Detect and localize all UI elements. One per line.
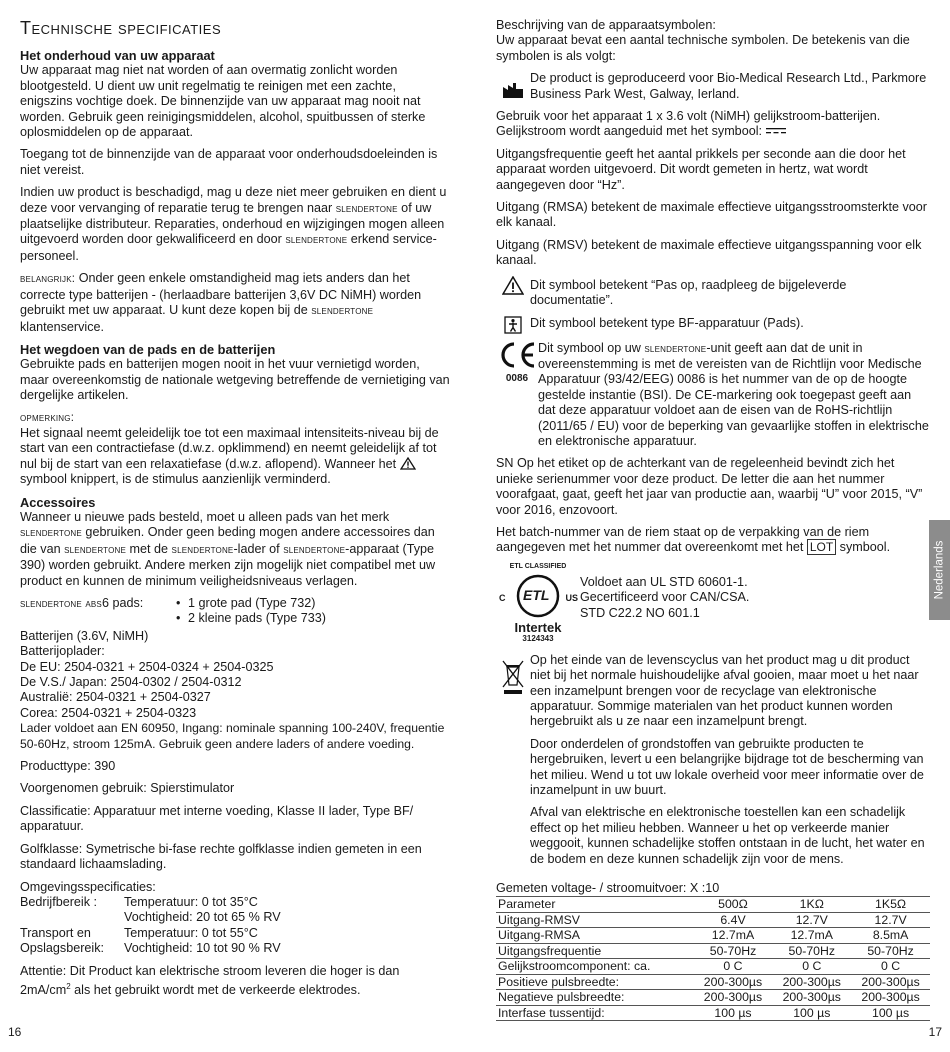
- charger-eu: De EU: 2504-0321 + 2504-0324 + 2504-0325: [20, 659, 274, 674]
- section-heading-disposal: Het wegdoen van de pads en de batterijen: [20, 341, 276, 357]
- charger-spec: Lader voldoet aan EN 60950, Ingang: nominale spanning 100-240V, frequentie 50-60Hz, stroom 125mA. Gebruik geen andere laders of andere voeding.: [20, 721, 445, 751]
- table-row: [496, 974, 930, 990]
- table-cell: Uitgangsfrequentie: [496, 943, 694, 959]
- paragraph: Toegang tot de binnenzijde van de apparaat voor onderhoudsdoeleinden is niet vereist.: [20, 147, 438, 177]
- table-cell: 12.7mA: [772, 928, 851, 944]
- table-cell: Positieve pulsbreedte:: [496, 974, 694, 990]
- serial-number-paragraph: SN Op het etiket op de achterkant van de regeleenheid bevindt zich het unieke serienummer voor deze product. De letter die aan het nummer voorafgaat, gaat, geeft het jaar van productie aan, waarbij “U” voor 2015, “V” voor 2016, enzovoort.: [496, 456, 923, 517]
- table-cell: 1KΩ: [772, 897, 851, 913]
- paragraph: Afval van elektrische en elektronische toestellen kan een schadelijk effect op het milieu hebben. Wanneer u het op verkeerde manier weggooit, kunnen schadelijke stoffen ontstaan in de lucht, het water en de bodem en deze kunnen schadelijk zijn voor de mens.: [530, 805, 925, 866]
- table-cell: 0 C: [694, 959, 773, 975]
- waveform: Golfklasse: Symetrische bi-fase rechte golfklasse indien gemeten in een standaard lichaamslading.: [20, 841, 422, 872]
- table-cell: 200-300µs: [772, 974, 851, 990]
- environment-heading: Omgevingsspecificaties:: [20, 879, 156, 894]
- table-cell: Gelijkstroomcomponent: ca.: [496, 959, 694, 975]
- table-cell: 0 C: [772, 959, 851, 975]
- pads-list: slendertone abs6 pads: • 1 grote pad (Type 732) • 2 kleine pads (Type 733): [20, 596, 450, 627]
- list-item: • 1 grote pad (Type 732): [176, 596, 326, 611]
- classification: Classificatie: Apparatuur met interne voeding, Klasse II lader, Type BF/ apparatuur.: [20, 803, 414, 834]
- table-cell: 50-70Hz: [772, 943, 851, 959]
- weee-bin-icon: [496, 653, 530, 695]
- table-cell: 50-70Hz: [694, 943, 773, 959]
- paragraph-note: Het signaal neemt geleidelijk toe tot een maximaal intensiteits-niveau bij de start van een contractiefase (d.w.z. opklimmend) en neemt geleidelijk af tot nul bij de start van een relaxatiefase (d.w.z. aflopend). Wanneer het symbool knippert, is de stimulus aanzienlijk verminderd.: [20, 425, 439, 487]
- table-cell: 200-300µs: [694, 990, 773, 1006]
- dc-symbol-icon: [766, 124, 786, 138]
- paragraph: Indien uw product is beschadigd, mag u deze niet meer gebruiken en dient u deze voor vervanging of reparatie terug te brengen naar slendertone of uw plaatselijke distributeur. Reparaties, onderhoud en wijzigingen mogen alleen uitgevoerd worden door gekwalificeerd en door slendertone erkend service-personeel.: [20, 185, 447, 263]
- table-cell: Uitgang-RMSV: [496, 912, 694, 928]
- table-cell: Parameter: [496, 897, 694, 913]
- charger-label: Batterijoplader:: [20, 644, 105, 659]
- operating-range: Bedrijfbereik : Temperatuur: 0 tot 35°C Vochtigheid: 20 tot 65 % RV: [20, 894, 281, 925]
- lot-paragraph: Het batch-nummer van de riem staat op de verpakking van de riem aangegeven met het nummer dat overeenkomt met het LOT symbool.: [496, 524, 891, 555]
- table-cell: 6.4V: [694, 912, 773, 928]
- table-header-row: [496, 897, 930, 913]
- page-title: Technische specificaties: [20, 18, 222, 38]
- lot-symbol: LOT: [807, 539, 836, 555]
- paragraph: Op het einde van de levenscyclus van het product mag u dit product niet bij het normale huishoudelijke afval gooien, maar moet u het naar een inzamelpunt brengen voor de recyclage van elektronische apparatuur. Sommige materialen van het product kunnen worden hergebruikt als u ze naar een inzamelpunt brengt.: [530, 652, 919, 729]
- table-cell: 0 C: [851, 959, 930, 975]
- table-cell: 1K5Ω: [851, 897, 930, 913]
- note-label: opmerking:: [20, 411, 75, 424]
- table-row: [496, 928, 930, 944]
- etl-intertek-logo: ETL CLASSIFIED ETL C US Intertek 3124343: [499, 562, 578, 643]
- paragraph: Door onderdelen of grondstoffen van gebruikte producten te hergebruiken, levert u een belangrijke bijdrage tot de bescherming van het milieu. Wend u tot uw lokale overheid voor meer informatie over de inzamelpunt in uw buurt.: [530, 736, 924, 798]
- table-cell: 12.7V: [772, 912, 851, 928]
- paragraph-important: belangrijk: Onder geen enkele omstandigheid mag iets anders dan het correcte type batterijen - (herlaadbare batterijen 3,6V DC NiMH) worden gebruikt met uw apparaat. U kunt deze kopen bij de slendertone klantenservice.: [20, 271, 422, 334]
- manufacturer-row: [496, 71, 930, 102]
- battery-paragraph: Gebruik voor het apparaat 1 x 3.6 volt (NiMH) gelijkstroom-batterijen. Gelijkstroom wordt aangeduid met het symbool:: [496, 109, 881, 139]
- table-cell: 50-70Hz: [851, 943, 930, 959]
- table-cell: Uitgang-RMSA: [496, 928, 694, 944]
- warning-text: Dit symbool betekent “Pas op, raadpleeg de bijgeleverde documentatie”.: [530, 277, 847, 308]
- paragraph: Uw apparaat mag niet nat worden of aan overmatig zonlicht worden blootgesteld. U dient uw unit regelmatig te reinigen met een zachte, enigszins vochtige doek. De binnenzijde van uw apparaat mag nooit nat worden. Gebruik geen reinigingsmiddelen, alcohol, spuitbussen of sterke oplosmiddelen op de apparaat.: [20, 63, 426, 140]
- table-cell: Negatieve pulsbreedte:: [496, 990, 694, 1006]
- bf-row: [496, 316, 930, 334]
- bf-text: Dit symbool betekent type BF-apparatuur (Pads).: [530, 315, 804, 330]
- paragraph: Wanneer u nieuwe pads besteld, moet u alleen pads van het merk slendertone gebruiken. Onder geen beding mogen andere accessoires dan die van slendertone met de slendertone-lader of slendertone-apparaat (Type 390) worden gebruikt. Andere merken zijn mogelijk niet compatibel met uw product en kunnen de minimum veiligheidsniveaus verlagen.: [20, 509, 436, 588]
- table-row: [496, 912, 930, 928]
- paragraph: Uitgang (RMSV) betekent de maximale effectieve uitgangsspanning voor elk kanaal.: [496, 237, 922, 268]
- etl-row: [496, 563, 930, 643]
- list-item: • 2 kleine pads (Type 733): [176, 611, 326, 626]
- table-cell: 8.5mA: [851, 928, 930, 944]
- warning-triangle-icon: [400, 457, 416, 471]
- table-row: [496, 943, 930, 959]
- section-heading-maintenance: Het onderhoud van uw apparaat: [20, 48, 215, 63]
- page-number-left: 16: [8, 1024, 22, 1039]
- ce-row: [496, 341, 930, 450]
- table-cell: 100 µs: [851, 1005, 930, 1021]
- table-row: [496, 990, 930, 1006]
- ce-mark-icon: 0086: [496, 341, 538, 384]
- table-cell: Interfase tussentijd:: [496, 1005, 694, 1021]
- table-cell: 12.7mA: [694, 928, 773, 944]
- charger-australia: Australië: 2504-0321 + 2504-0327: [20, 690, 211, 705]
- symbols-heading: Beschrijving van de apparaatsymbolen:: [496, 18, 716, 32]
- paragraph: Uw apparaat bevat een aantal technische symbolen. De betekenis van die symbolen is als volgt:: [496, 33, 910, 63]
- table-cell: 200-300µs: [694, 974, 773, 990]
- language-side-tab: Nederlands: [929, 520, 950, 620]
- table-cell: 200-300µs: [851, 974, 930, 990]
- table-cell: 200-300µs: [772, 990, 851, 1006]
- paragraph: Uitgangsfrequentie geeft het aantal prikkels per seconde aan die door het apparaat worden uitgevoerd. Dit wordt gemeten in hertz, wat wordt aangegeven door “Hz”.: [496, 146, 906, 192]
- page-number-right: 17: [928, 1024, 942, 1039]
- table-cell: 200-300µs: [851, 990, 930, 1006]
- table-cell: 12.7V: [851, 912, 930, 928]
- transport-range: Transport en Opslagsbereik: Temperatuur: 0 tot 55°C Vochtigheid: 10 tot 90 % RV: [20, 925, 281, 956]
- ce-text: Dit symbool op uw slendertone-unit geeft aan dat de unit in overeenstemming is met de vereisten van de Richtlijn voor Medische Apparatuur (93/42/EEG) 0086 is het nummer van de op de hoogte gestelde instantie (BSI). De CE-markering ook toegepast geeft aan dat deze apparatuur voldoet aan de eisen van de RoHS-richtlijn (2011/65 / EU) voor de beperking van gevaarlijke stoffen in elektrische en elektronische apparatuur.: [538, 340, 929, 448]
- manufacturer-text: De product is geproduceerd voor Bio-Medical Research Ltd., Parkmore Business Park West, Galway, Ierland.: [530, 71, 927, 101]
- ul-text: Voldoet aan UL STD 60601-1. Gecertificeerd voor CAN/CSA. STD C22.2 NO 601.1: [580, 574, 750, 620]
- right-column: [496, 18, 930, 1021]
- left-column: [20, 18, 450, 1006]
- table-cell: 100 µs: [694, 1005, 773, 1021]
- charger-korea: Corea: 2504-0321 + 2504-0323: [20, 705, 197, 720]
- intended-use: Voorgenomen gebruik: Spierstimulator: [20, 781, 235, 796]
- output-table: [496, 896, 930, 1021]
- weee-row: [496, 653, 930, 874]
- batteries: Batterijen (3.6V, NiMH): [20, 628, 149, 643]
- section-heading-accessories: Accessoires: [20, 494, 96, 510]
- charger-us-japan: De V.S./ Japan: 2504-0302 / 2504-0312: [20, 675, 242, 690]
- table-row: [496, 1005, 930, 1021]
- paragraph: Uitgang (RMSA) betekent de maximale effectieve uitgangsstroomsterkte voor elk kanaal.: [496, 200, 927, 230]
- type-bf-icon: [496, 316, 530, 334]
- product-type: Producttype: 390: [20, 759, 116, 774]
- warning-row: [496, 276, 930, 309]
- table-title: Gemeten voltage- / stroomuitvoer: X :10: [496, 881, 720, 896]
- table-row: [496, 959, 930, 975]
- warning-triangle-icon: [496, 276, 530, 295]
- table-cell: 100 µs: [772, 1005, 851, 1021]
- attention: Attentie: Dit Product kan elektrische stroom leveren die hoger is dan $2mA/cm^2$ als het gebruikt wordt met de verkeerde elektrodes.: [20, 963, 400, 998]
- manufacturer-icon: [496, 71, 530, 99]
- table-cell: 500Ω: [694, 897, 773, 913]
- paragraph: Gebruikte pads en batterijen mogen nooit in het vuur vernietigd worden, maar overeenkomstig de nationale wetgeving betreffende de vernietiging van dergelijke artikelen.: [20, 357, 450, 403]
